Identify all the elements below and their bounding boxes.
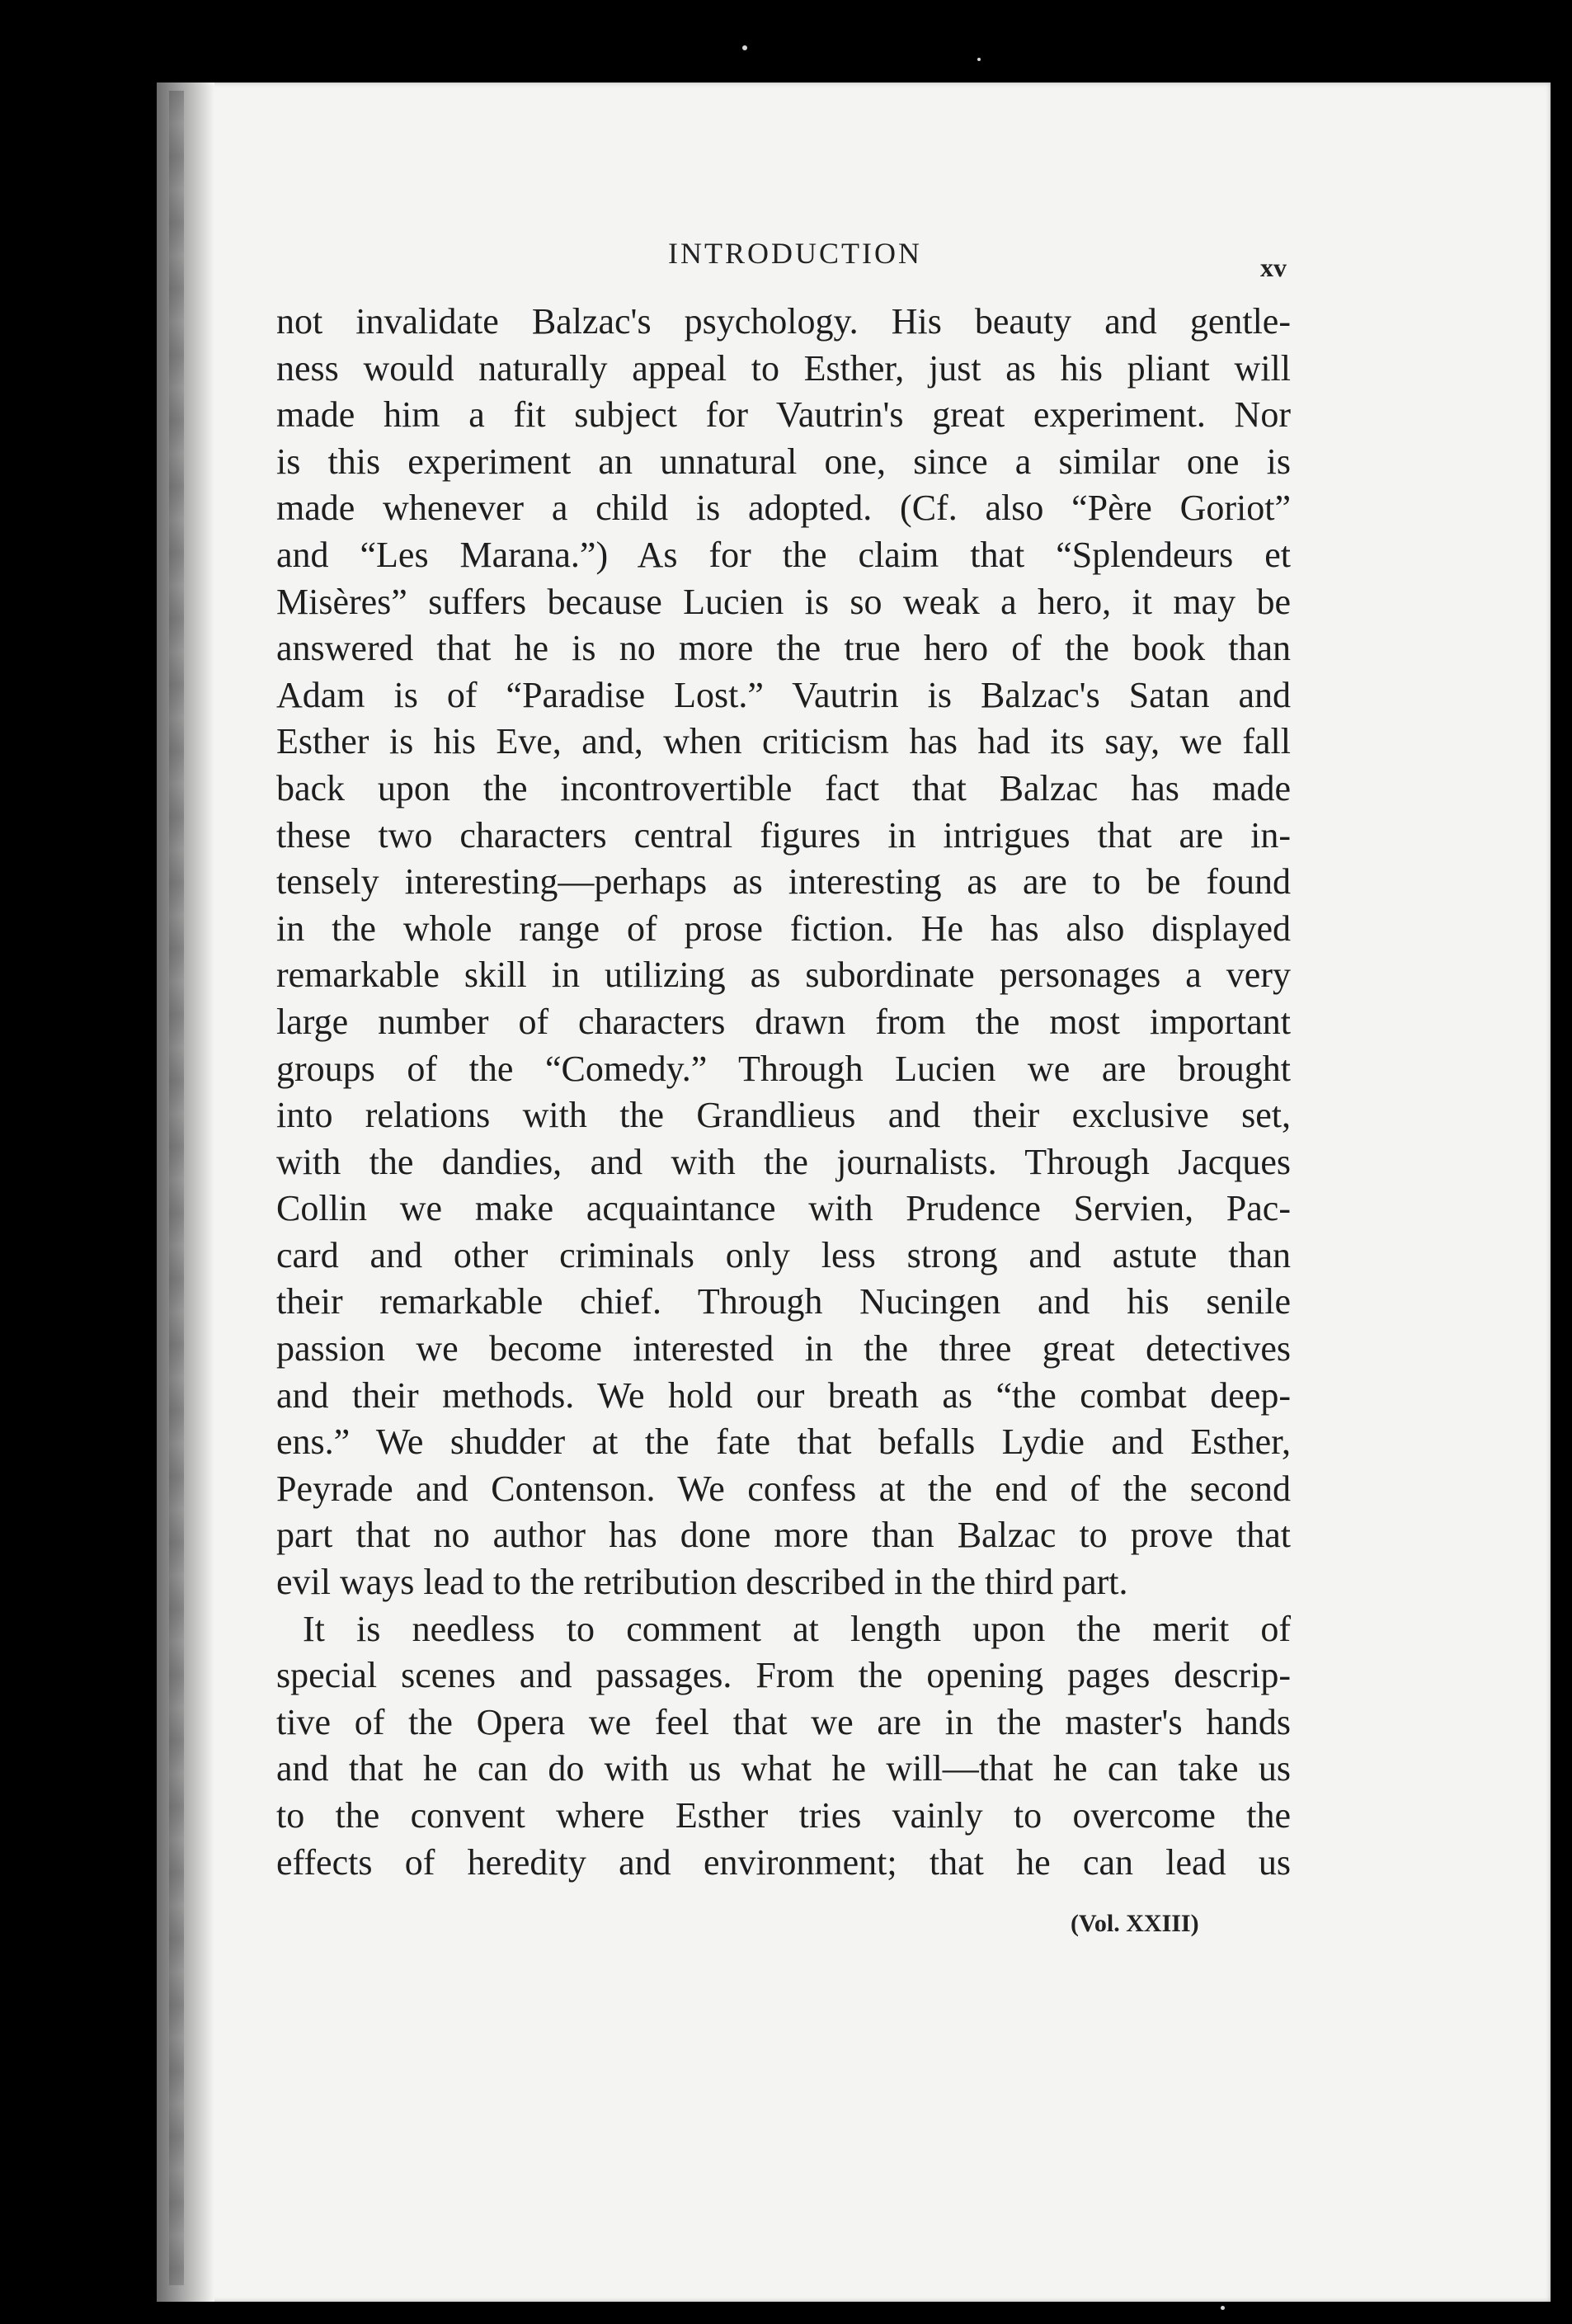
scan-speck bbox=[1221, 2306, 1225, 2310]
text-line: effects of heredity and environment; that he can lead us bbox=[276, 1841, 1291, 1883]
text-line: special scenes and passages. From the opening pages descrip- bbox=[276, 1655, 1291, 1696]
text-line: Adam is of “Paradise Lost.” Vautrin is Balzac's Satan and bbox=[276, 674, 1291, 715]
binding-gutter bbox=[157, 82, 214, 2302]
text-line: large number of characters drawn from the most important bbox=[276, 1001, 1291, 1042]
text-line: to the convent where Esther tries vainly to overcome the bbox=[276, 1795, 1291, 1836]
scan-speck bbox=[742, 45, 747, 50]
text-line: tive of the Opera we feel that we are in the master's hands bbox=[276, 1701, 1291, 1742]
text-line: part that no author has done more than Balzac to prove that bbox=[276, 1515, 1291, 1556]
text-line: card and other criminals only less strong and astute than bbox=[276, 1234, 1291, 1275]
text-line: not invalidate Balzac's psychology. His beauty and gentle- bbox=[276, 301, 1291, 342]
text-line: passion we become interested in the three great detectives bbox=[276, 1328, 1291, 1369]
text-line: into relations with the Grandlieus and their exclusive set, bbox=[276, 1095, 1291, 1136]
text-line: and their methods. We hold our breath as “the combat deep- bbox=[276, 1374, 1291, 1416]
running-head: INTRODUCTION bbox=[668, 237, 922, 270]
text-line: evil ways lead to the retribution described in the third part. bbox=[276, 1562, 1128, 1603]
volume-signature: (Vol. XXIII) bbox=[1071, 1910, 1199, 1937]
body-text bbox=[276, 299, 1291, 1886]
text-line: in the whole range of prose fiction. He has also displayed bbox=[276, 907, 1291, 949]
text-line: back upon the incontrovertible fact that Balzac has made bbox=[276, 767, 1291, 808]
text-line: Collin we make acquaintance with Prudence Servien, Pac- bbox=[276, 1188, 1291, 1229]
text-line: Esther is his Eve, and, when criticism has had its say, we fall bbox=[276, 721, 1291, 762]
text-line: Misères” suffers because Lucien is so weak a hero, it may be bbox=[276, 581, 1291, 622]
text-line: groups of the “Comedy.” Through Lucien we are brought bbox=[276, 1048, 1291, 1089]
text-line: It is needless to comment at length upon the merit of bbox=[303, 1608, 1291, 1649]
text-line: made whenever a child is adopted. (Cf. also “Père Goriot” bbox=[276, 488, 1291, 529]
text-line: made him a fit subject for Vautrin's great experiment. Nor bbox=[276, 394, 1291, 436]
text-line: and that he can do with us what he will—that he can take us bbox=[276, 1748, 1291, 1789]
text-line: remarkable skill in utilizing as subordinate personages a very bbox=[276, 955, 1291, 996]
text-line: and “Les Marana.”) As for the claim that “Splendeurs et bbox=[276, 534, 1291, 575]
text-line: answered that he is no more the true hero of the book than bbox=[276, 628, 1291, 669]
text-line: with the dandies, and with the journalists. Through Jacques bbox=[276, 1141, 1291, 1182]
text-line: is this experiment an unnatural one, since a similar one is bbox=[276, 441, 1291, 482]
text-line: ness would naturally appeal to Esther, just as his pliant will bbox=[276, 347, 1291, 389]
text-line: their remarkable chief. Through Nucingen and his senile bbox=[276, 1281, 1291, 1322]
text-line: ens.” We shudder at the fate that befalls Lydie and Esther, bbox=[276, 1421, 1291, 1463]
text-line: tensely interesting—perhaps as interesting as are to be found bbox=[276, 861, 1291, 903]
scan-speck bbox=[977, 58, 981, 61]
page-number: xv bbox=[1260, 252, 1287, 282]
gutter-shadow bbox=[169, 91, 184, 2285]
text-line: Peyrade and Contenson. We confess at the end of the second bbox=[276, 1468, 1291, 1509]
text-line: these two characters central figures in intrigues that are in- bbox=[276, 814, 1291, 856]
